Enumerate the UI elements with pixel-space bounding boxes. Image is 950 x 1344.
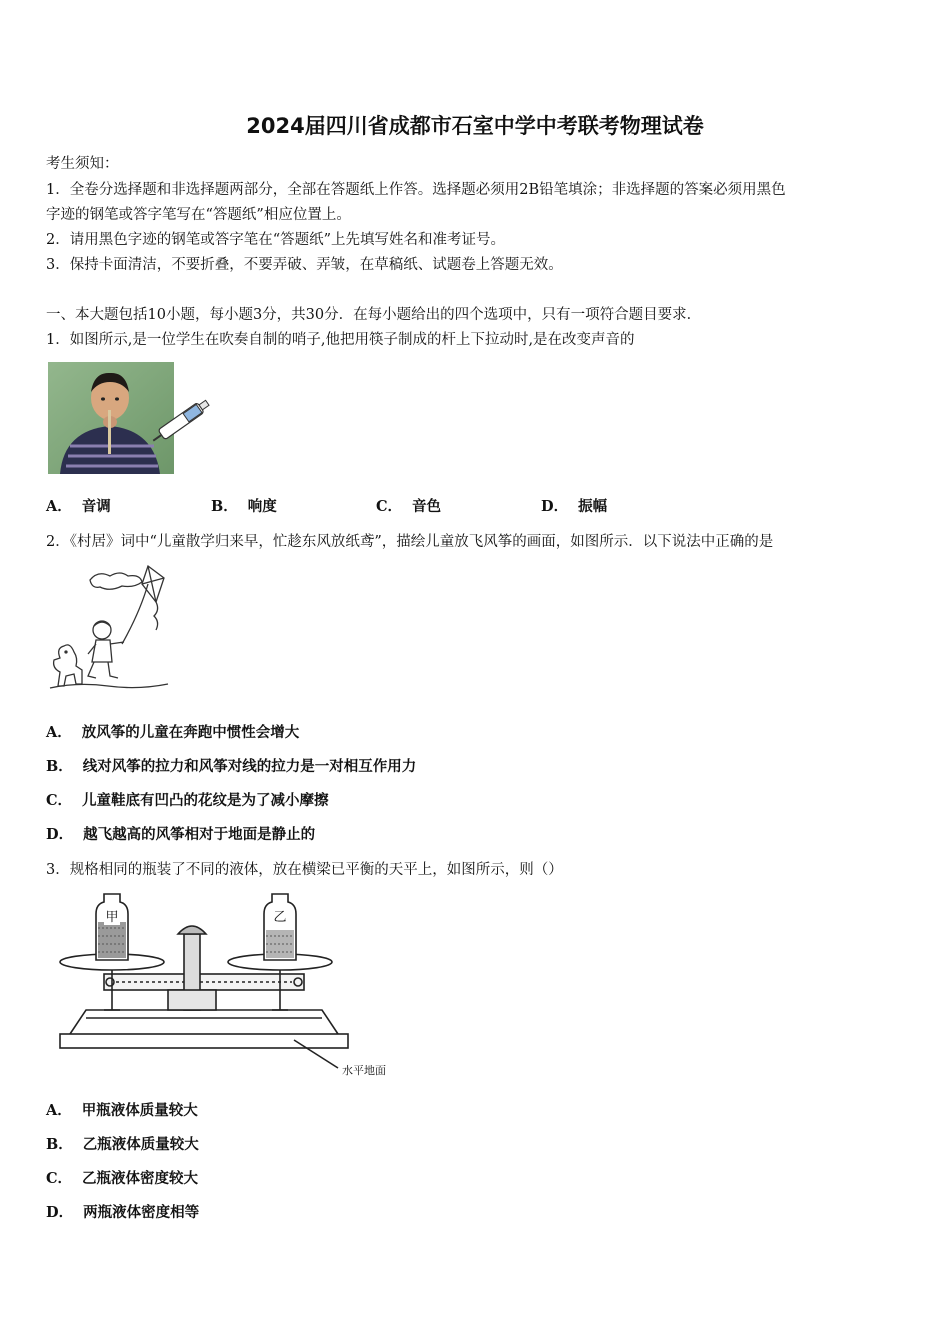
student-whistle-photo [46,360,216,478]
kite-flying-illustration [48,562,173,694]
question-2-stem: 2．《村居》词中“儿童散学归来早，忙趁东风放纸鸢”，描绘儿童放飞风筝的画面，如图所示．以下说法中正确的是 [46,534,774,550]
option-text: 越飞越高的风筝相对于地面是静止的 [83,826,316,843]
option-label: A． [46,498,72,515]
option-text: 振幅 [578,498,608,515]
option-label: C． [46,792,73,809]
question-1-option-b[interactable] [211,495,277,516]
question-3-option-c[interactable] [46,1167,198,1188]
option-label: A． [46,724,72,741]
question-3-option-d[interactable] [46,1201,199,1222]
option-label: D． [46,1204,74,1221]
notice-item: 1．全卷分选择题和非选择题两部分，全部在答题纸上作答。选择题必须用2B铅笔填涂；非选择题的答案必须用黑色 [46,182,786,198]
question-2-option-a[interactable] [46,721,299,742]
option-text: 响度 [247,498,277,515]
option-text: 乙瓶液体密度较大 [82,1170,199,1187]
option-text: 放风筝的儿童在奔跑中惯性会增大 [81,724,300,741]
notice-item: 3．保持卡面清洁，不要折叠，不要弄破、弄皱，在草稿纸、试题卷上答题无效。 [46,257,563,273]
option-text: 乙瓶液体质量较大 [82,1136,199,1153]
page-title: 2024届四川省成都市石室中学中考联考物理试卷 [246,114,704,138]
question-3-stem: 3．规格相同的瓶装了不同的液体，放在横梁已平衡的天平上，如图所示，则（） [46,862,563,878]
section-heading: 一、本大题包括10小题，每小题3分，共30分．在每小题给出的四个选项中，只有一项符合题目要求． [46,307,702,323]
notice-heading: 考生须知： [46,156,119,172]
option-label: D． [541,498,569,515]
bottle-left-label: 甲 [104,906,120,925]
option-text: 线对风筝的拉力和风筝对线的拉力是一对相互作用力 [82,758,417,775]
question-2-option-d[interactable] [46,823,315,844]
notice-item: 2．请用黑色字迹的钢笔或答字笔在“答题纸”上先填写姓名和准考证号。 [46,232,506,248]
notice-item: 字迹的钢笔或答字笔写在“答题纸”相应位置上。 [46,207,351,223]
question-2-option-b[interactable] [46,755,416,776]
option-text: 音色 [412,498,442,515]
option-label: C． [376,498,403,515]
question-2-option-c[interactable] [46,789,329,810]
option-text: 两瓶液体密度相等 [83,1204,200,1221]
question-1-option-a[interactable] [46,495,111,516]
question-1-option-c[interactable] [376,495,441,516]
option-label: B． [46,1136,73,1153]
bottle-right-label: 乙 [272,906,288,925]
option-label: D． [46,826,74,843]
question-3-option-b[interactable] [46,1133,199,1154]
option-text: 儿童鞋底有凹凸的花纹是为了减小摩擦 [82,792,329,809]
option-label: B． [46,758,73,775]
ground-label: 水平地面 [342,1064,386,1077]
question-1-stem: 1．如图所示,是一位学生在吹奏自制的哨子,他把用筷子制成的杆上下拉动时,是在改变声音的 [46,332,635,348]
option-text: 音调 [81,498,111,515]
option-label: B． [211,498,238,515]
option-label: C． [46,1170,73,1187]
question-3-option-a[interactable] [46,1099,198,1120]
option-text: 甲瓶液体质量较大 [81,1102,198,1119]
option-label: A． [46,1102,72,1119]
balance-figure [56,890,406,1082]
question-1-option-d[interactable] [541,495,607,516]
